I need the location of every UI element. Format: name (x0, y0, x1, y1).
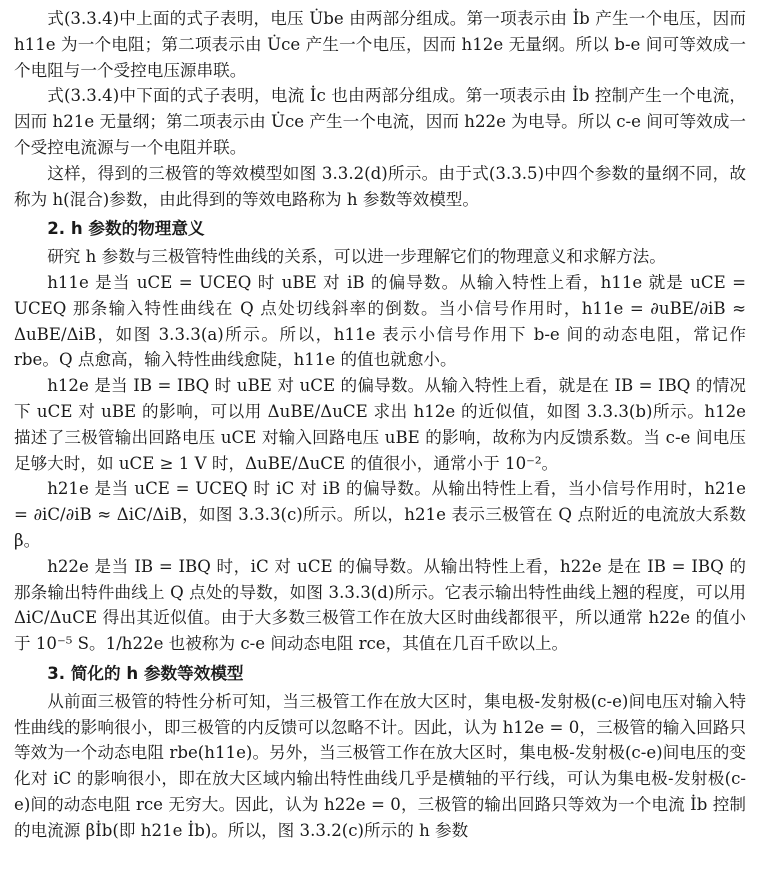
paragraph-current-ic: 式(3.3.4)中下面的式子表明，电流 İc 也由两部分组成。第一项表示由 İb 控制产生一个电流，因而 h21e 无量纲；第二项表示由 U̇ce 产生一个电流，因而 h22e 为电导。所以 c-e 间可等效成一个受控电流源与一个电阻并联。 (14, 86, 746, 157)
textbook-page (0, 6, 760, 889)
paragraph-h21e: h21e 是当 uCE = UCEQ 时 iC 对 iB 的偏导数。从输出特性上看，当小信号作用时，h21e = ∂iC/∂iB ≈ ΔiC/ΔiB，如图 3.3.3(c)所示。所以，h21e 表示三极管在 Q 点附近的电流放大系数 β。 (14, 479, 746, 550)
paragraph-h22e: h22e 是当 IB = IBQ 时，iC 对 uCE 的偏导数。从输出特性上看，h22e 是在 IB = IBQ 的那条输出特件曲线上 Q 点处的导数，如图 3.3.3(d)所示。它表示输出特性曲线上翘的程度，可以用 ΔiC/ΔuCE 得出其近似值。由于大多数三极管工作在放大区时曲线都很平，所以通常 h22e 的值小于 10⁻⁵ S。1/h22e 也被称为 c-e 间动态电阻 rce，其值在几百千欧以上。 (14, 556, 746, 654)
paragraph-h12e: h12e 是当 IB = IBQ 时 uBE 对 uCE 的偏导数。从输入特性上看，就是在 IB = IBQ 的情况下 uCE 对 uBE 的影响，可以用 ΔuBE/ΔuCE 求出 h12e 的近似值，如图 3.3.3(b)所示。h12e 描述了三极管输出回路电压 uCE 对输入回路电压 uBE 的影响，故称为内反馈系数。当 c-e 间电压足够大时，如 uCE ≥ 1 V 时，ΔuBE/ΔuCE 的值很小，通常小于 10⁻²。 (14, 376, 746, 473)
paragraph-voltage-ube: 式(3.3.4)中上面的式子表明，电压 U̇be 由两部分组成。第一项表示由 İb 产生一个电压，因而 h11e 为一个电阻；第二项表示由 U̇ce 产生一个电压，因而 h12e 无量纲。所以 b-e 间可等效成一个电阻与一个受控电压源串联。 (14, 9, 747, 80)
paragraph-h11e: h11e 是当 uCE = UCEQ 时 uBE 对 iB 的偏导数。从输入特性上看，h11e 就是 uCE = UCEQ 那条输入特性曲线在 Q 点处切线斜率的倒数。当小信号作用时，h11e = ∂uBE/∂iB ≈ ΔuBE/ΔiB，如图 3.3.3(a)所示。所以，h11e 表示小信号作用下 b-e 间的动态电阻，常记作 rbe。Q 点愈高，输入特性曲线愈陡，h11e 的值也就愈小。 (14, 272, 746, 370)
paragraph-simplified-model: 从前面三极管的特性分析可知，当三极管工作在放大区时，集电极-发射极(c-e)间电压对输入特性曲线的影响很小，即三极管的内反馈可以忽略不计。因此，认为 h12e = 0，三极管的输入回路只等效为一个动态电阻 rbe(h11e)。另外，当三极管工作在放大区时，集电极-发射极(c-e)间电压的变化对 iC 的影响很小，即在放大区域内输出特性曲线几乎是横轴的平行线，可认为集电极-发射极(c-e)间的动态电阻 rce 无穷大。因此，认为 h22e = 0，三极管的输出回路只等效为一个电流 İb 控制的电流源 βİb(即 h21e İb)。所以，图 3.3.2(c)所示的 h 参数 (14, 691, 746, 840)
section-heading-physical-meaning: 2. h 参数的物理意义 (47, 219, 205, 239)
section-heading-simplified-model: 3. 简化的 h 参数等效模型 (47, 663, 244, 683)
paragraph-equivalent-model: 这样，得到的三极管的等效模型如图 3.3.2(d)所示。由于式(3.3.5)中四个参数的量纲不同，故称为 h(混合)参数，由此得到的等效电路称为 h 参数等效模型。 (14, 163, 746, 209)
paragraph-intro-h-params: 研究 h 参数与三极管特性曲线的关系，可以进一步理解它们的物理意义和求解方法。 (47, 247, 666, 267)
